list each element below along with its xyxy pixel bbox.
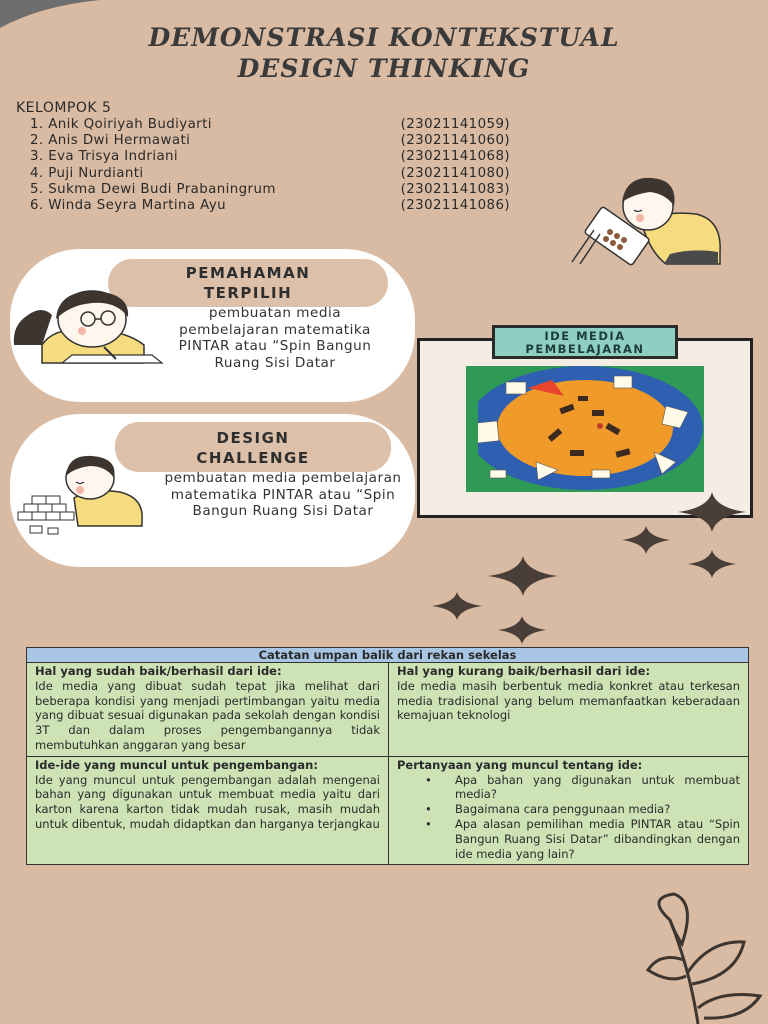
member-nim: (23021141060) bbox=[400, 133, 510, 149]
feedback-dev-text: Ide yang muncul untuk pengembangan adalah mengenai bahan yang digunakan untuk membuat media yaitu dari karton karena karton tidak mudah rusak, masih mudah untuk dibentuk, mudah didaptkan dan harganya terjangkau bbox=[35, 772, 380, 831]
member-row bbox=[30, 117, 510, 133]
member-name: 3. Eva Trisya Indriani bbox=[30, 149, 179, 165]
challenge-text: pembuatan media pembelajaran matematika PINTAR atau “Spin Bangun Ruang Sisi Datar bbox=[164, 470, 402, 519]
challenge-card bbox=[10, 414, 415, 567]
group-label: KELOMPOK 5 bbox=[16, 100, 112, 116]
sparkle-icon bbox=[688, 550, 736, 578]
member-row bbox=[30, 182, 510, 198]
member-nim: (23021141086) bbox=[400, 198, 510, 214]
page-title-line1: DEMONSTRASI KONTEKSTUAL bbox=[148, 23, 620, 52]
member-row bbox=[30, 198, 510, 214]
pemahaman-card bbox=[10, 249, 415, 402]
child-blocks-illustration bbox=[12, 454, 152, 538]
member-name: 5. Sukma Dewi Budi Prabaningrum bbox=[30, 181, 276, 197]
page-title-line2: DESIGN THINKING bbox=[237, 54, 531, 83]
girl-writing-illustration bbox=[12, 285, 172, 371]
feedback-questions-cell bbox=[389, 756, 749, 865]
feedback-dev-title: Ide-ide yang muncul untuk pengembangan: bbox=[35, 757, 318, 772]
member-name: 1. Anik Qoiriyah Budiyarti bbox=[30, 117, 212, 132]
challenge-title bbox=[115, 422, 391, 472]
idea-label-line2: PEMBELAJARAN bbox=[525, 342, 645, 356]
sparkle-icon bbox=[488, 556, 558, 596]
spin-media-photo bbox=[466, 366, 704, 492]
feedback-header: Catatan umpan balik dari rekan sekelas bbox=[27, 648, 749, 663]
pemahaman-text: pembuatan media pembelajaran matematika PINTAR atau “Spin Bangun Ruang Sisi Datar bbox=[178, 305, 372, 371]
idea-media-label bbox=[492, 325, 678, 359]
member-nim: (23021141059) bbox=[400, 117, 510, 132]
member-row bbox=[30, 133, 510, 149]
sparkle-icon bbox=[498, 616, 546, 644]
feedback-table bbox=[26, 647, 749, 865]
question-item: • Apa bahan yang digunakan untuk membuat media? bbox=[425, 773, 740, 803]
member-nim: (23021141080) bbox=[400, 165, 510, 181]
member-row bbox=[30, 166, 510, 182]
feedback-bad-title: Hal yang kurang baik/berhasil dari ide: bbox=[397, 664, 651, 678]
child-abacus-illustration bbox=[570, 172, 726, 270]
challenge-title-line1: DESIGN bbox=[216, 429, 290, 447]
sparkle-icon bbox=[622, 526, 670, 554]
feedback-questions-title: Pertanyaan yang muncul tentang ide: bbox=[397, 757, 643, 772]
feedback-bad-text: Ide media masih berbentuk media konkret atau terkesan media tradisional yang belum memanfaatkan keberadaan kemajuan teknologi bbox=[397, 678, 741, 723]
idea-label-line1: IDE MEDIA bbox=[544, 329, 626, 343]
leaf-decoration bbox=[640, 880, 768, 1024]
question-item: • Bagaimana cara penggunaan media? bbox=[425, 802, 740, 817]
question-list bbox=[397, 773, 740, 862]
sparkle-icon bbox=[432, 592, 482, 620]
member-name: 6. Winda Seyra Martina Ayu bbox=[30, 198, 227, 214]
challenge-title-line2: CHALLENGE bbox=[196, 449, 310, 467]
member-row bbox=[30, 149, 510, 165]
question-item: • Apa alasan pemilihan media PINTAR atau “Spin Bangun Ruang Sisi Datar” dibandingkan dengan ide media yang lain? bbox=[425, 817, 740, 861]
feedback-bad-cell bbox=[389, 663, 749, 757]
feedback-good-title: Hal yang sudah baik/berhasil dari ide: bbox=[35, 664, 282, 678]
pemahaman-title-line1: PEMAHAMAN bbox=[185, 264, 311, 282]
member-nim: (23021141068) bbox=[400, 149, 510, 165]
feedback-good-cell bbox=[27, 663, 389, 757]
pemahaman-title-line2: TERPILIH bbox=[203, 284, 293, 302]
member-nim: (23021141083) bbox=[400, 181, 510, 197]
member-name: 4. Puji Nurdianti bbox=[30, 165, 144, 181]
feedback-dev-cell bbox=[27, 756, 389, 865]
feedback-good-text: Ide media yang dibuat sudah tepat jika melihat dari beberapa kondisi yang menjadi pertimbangan yaitu media yang dibuat sesuai digunakan pada sekolah dengan kondisi 3T dan dalam proses pengembangannya tidak membutuhkan anggaran yang besar bbox=[35, 678, 380, 752]
member-list bbox=[30, 117, 510, 214]
sparkle-icon bbox=[678, 492, 746, 532]
page-title bbox=[0, 22, 768, 84]
member-name: 2. Anis Dwi Hermawati bbox=[30, 133, 191, 149]
